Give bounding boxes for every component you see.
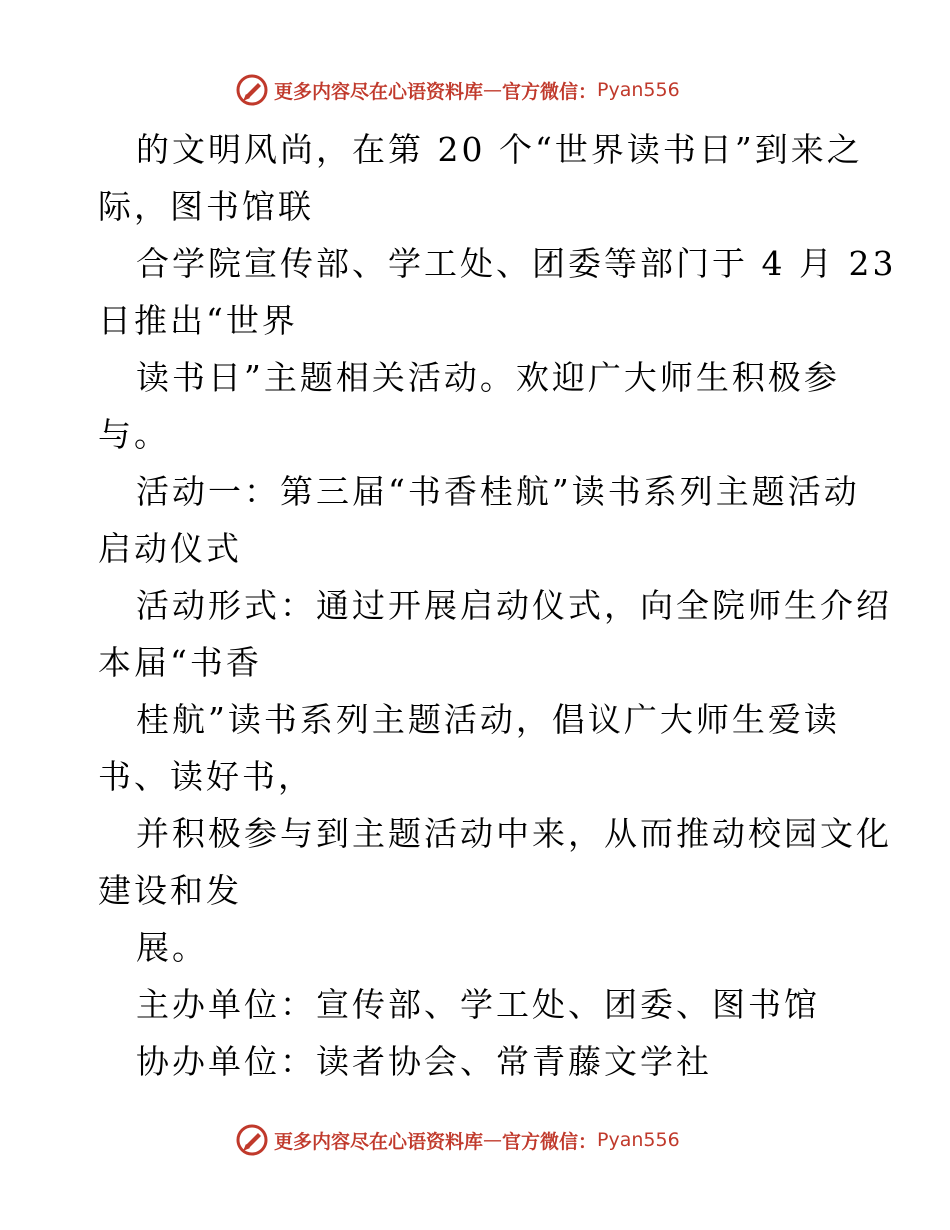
text-line: 日推出“世界 bbox=[98, 301, 298, 340]
text-line: 的文明风尚，在第 20 个“世界读书日”到来之 bbox=[136, 130, 863, 169]
text-line: 活动形式：通过开展启动仪式，向全院师生介绍 bbox=[136, 586, 892, 625]
watermark-site: 更多内容尽在心语资料库 bbox=[274, 1130, 484, 1153]
text-line: 本届“书香 bbox=[98, 643, 262, 682]
text-line: 并积极参与到主题活动中来，从而推动校园文化 bbox=[136, 814, 892, 853]
watermark-site: 更多内容尽在心语资料库 bbox=[274, 80, 484, 103]
text-line: 展。 bbox=[136, 928, 208, 967]
text-line: 活动一：第三届“书香桂航”读书系列主题活动 bbox=[136, 472, 860, 511]
footer-watermark bbox=[236, 1124, 680, 1156]
watermark-separator: — bbox=[483, 79, 503, 101]
text-line: 书、读好书， bbox=[98, 757, 314, 796]
text-line: 桂航”读书系列主题活动，倡议广大师生爱读 bbox=[136, 700, 840, 739]
text-line: 与。 bbox=[98, 415, 170, 454]
logo-icon bbox=[236, 1124, 268, 1156]
text-line: 主办单位：宣传部、学工处、团委、图书馆 bbox=[136, 985, 820, 1024]
document-body bbox=[98, 121, 897, 1090]
watermark-label: 官方微信： bbox=[502, 1130, 598, 1153]
logo-icon bbox=[236, 74, 268, 106]
watermark-wechat-id: Pyan556 bbox=[597, 1129, 680, 1151]
header-watermark bbox=[236, 74, 680, 106]
text-line: 际，图书馆联 bbox=[98, 187, 314, 226]
watermark-wechat-id: Pyan556 bbox=[597, 79, 680, 101]
text-line: 协办单位：读者协会、常青藤文学社 bbox=[136, 1042, 712, 1081]
text-line: 合学院宣传部、学工处、团委等部门于 4 月 23 bbox=[136, 244, 897, 283]
watermark-separator: — bbox=[483, 1129, 503, 1151]
text-line: 建设和发 bbox=[98, 871, 242, 910]
text-line: 启动仪式 bbox=[98, 529, 242, 568]
text-line: 读书日”主题相关活动。欢迎广大师生积极参 bbox=[136, 358, 840, 397]
watermark-label: 官方微信： bbox=[502, 80, 598, 103]
